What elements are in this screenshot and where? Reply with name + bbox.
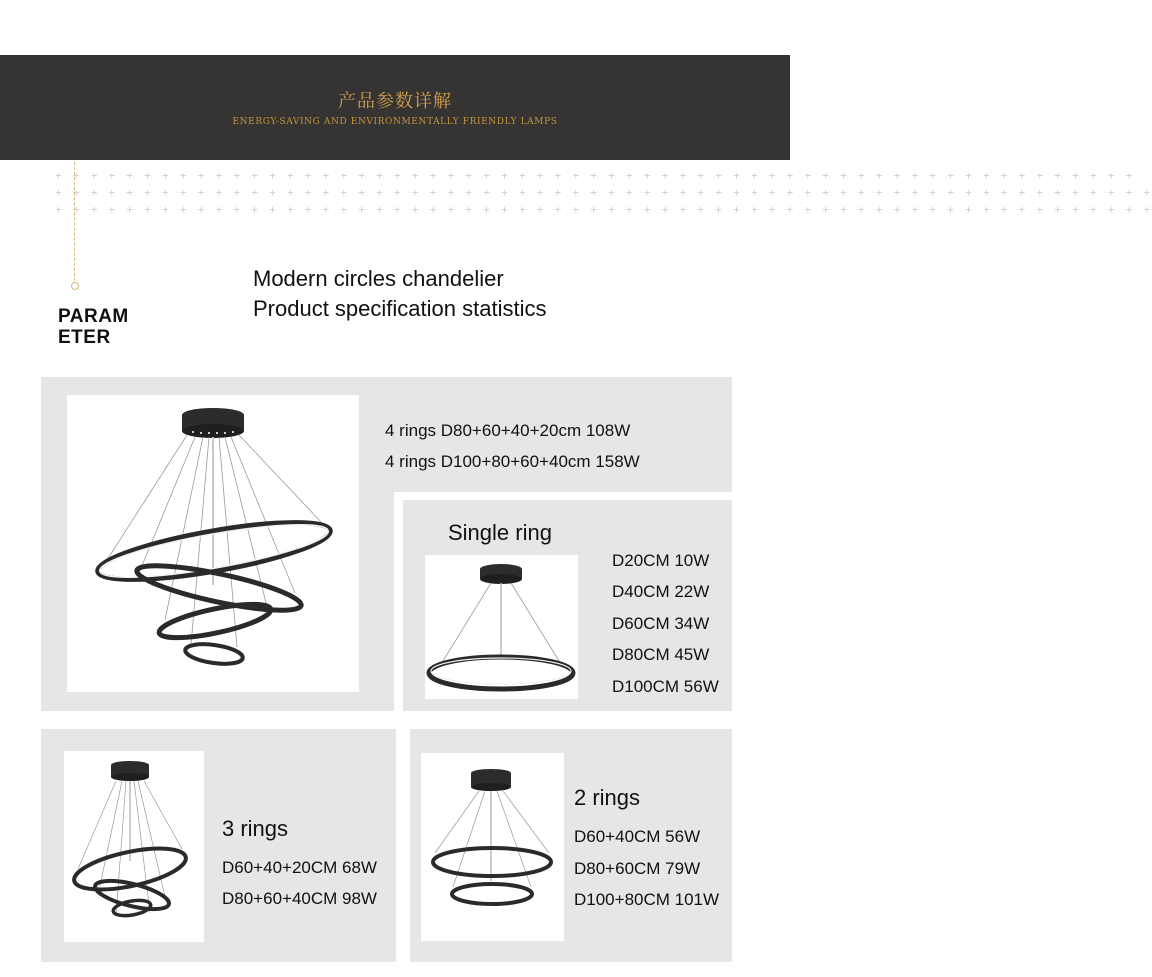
two-rings-spec-3: D100+80CM 101W — [574, 890, 720, 909]
three-rings-photo — [64, 751, 204, 942]
chandelier-icon — [64, 751, 204, 942]
four-rings-spec-2: 4 rings D100+80+60+40cm 158W — [385, 452, 640, 471]
heading-line2: Product specification statistics — [253, 296, 547, 321]
single-ring-spec-4: D80CM 45W — [612, 645, 710, 664]
single-ring-title: Single ring — [448, 520, 552, 545]
single-ring-spec-5: D100CM 56W — [612, 677, 719, 696]
section-label-line2: ETER — [58, 327, 111, 348]
chandelier-icon — [421, 753, 564, 941]
single-ring-spec-1: D20CM 10W — [612, 551, 710, 570]
page-heading — [253, 264, 546, 324]
single-ring-spec-3: D60CM 34W — [612, 614, 710, 633]
header-banner — [0, 55, 790, 160]
three-rings-title: 3 rings — [222, 816, 289, 841]
section-label-line1: PARAM — [58, 306, 129, 327]
section-label — [58, 306, 129, 348]
single-ring-spec-2: D40CM 22W — [612, 582, 710, 601]
heading-line1: Modern circles chandelier — [253, 266, 504, 291]
banner-subtitle: ENERGY-SAVING AND ENVIRONMENTALLY FRIENDLY LAMPS — [232, 117, 558, 127]
single-ring-photo — [425, 555, 578, 699]
three-rings-spec-2: D80+60+40CM 98W — [222, 889, 377, 908]
decorative-dashed-line — [74, 162, 75, 286]
chandelier-icon — [425, 555, 578, 699]
chandelier-icon — [67, 395, 359, 692]
plus-grid-icon: + + + + + + + + + + + + + + + + + + + + + + + + + + + + + + + + + + + + + + + + + + + + + + + + + + + + + + + + + + + + + + + + + + + + + + + + + + + + + + + + + + + + + + + + + + + + + + + + + + + + + + + + + + + + + + + + + + + + + + + + + + + + + + + + + + + + + + + + + + + + + + + + + + + + + + + + + + + + + + + + + + + + + + + + + + + + + + + + + + + + + + + + + — [55, 169, 1152, 216]
two-rings-spec-2: D80+60CM 79W — [574, 859, 701, 878]
two-rings-photo — [421, 753, 564, 941]
four-rings-photo — [67, 395, 359, 692]
two-rings-title: 2 rings — [574, 785, 641, 810]
two-rings-spec-1: D60+40CM 56W — [574, 827, 701, 846]
three-rings-spec-1: D60+40+20CM 68W — [222, 858, 377, 877]
four-rings-spec-1: 4 rings D80+60+40+20cm 108W — [385, 421, 631, 440]
decorative-dot-icon — [71, 282, 79, 290]
banner-title: 产品参数详解 — [338, 91, 452, 112]
